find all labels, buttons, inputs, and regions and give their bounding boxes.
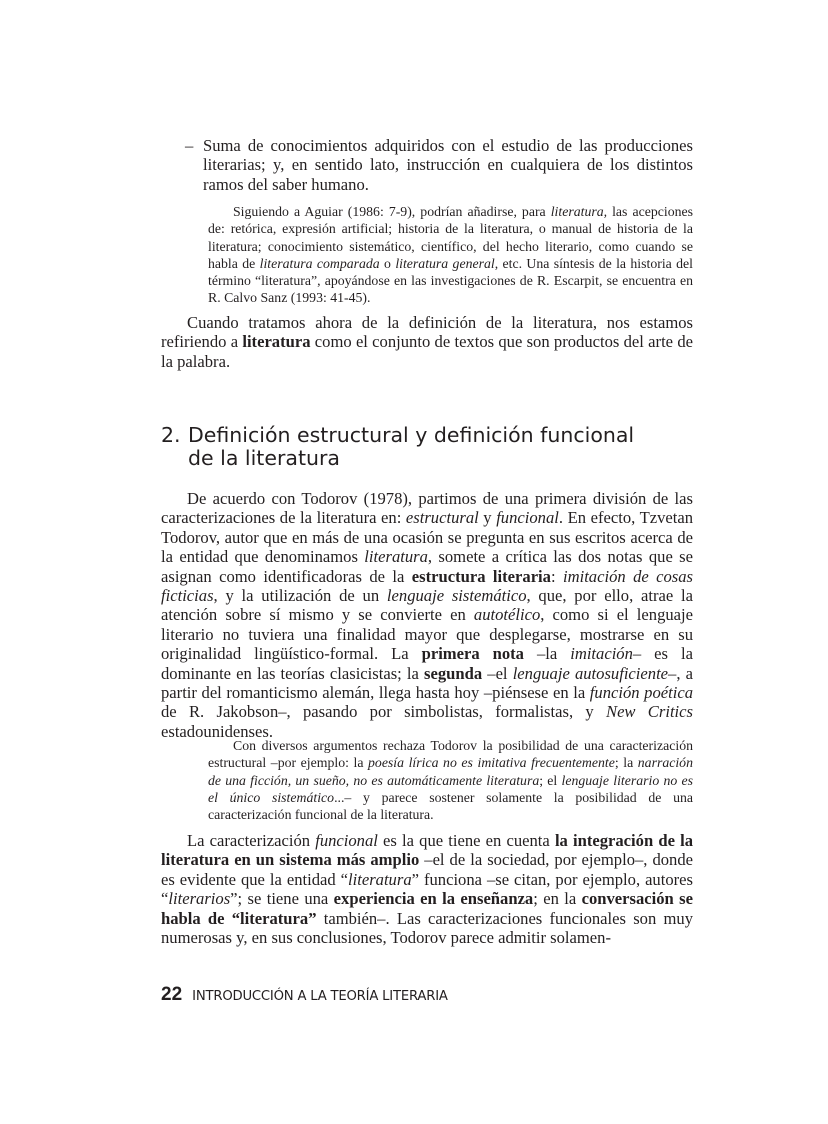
list-item-text: Suma de conocimientos adquiridos con el estudio de las producciones literarias; y, en sentido lato, instrucción en cualquiera de los distintos ramos del saber humano.: [203, 136, 693, 194]
paragraph-todorov: De acuerdo con Todorov (1978), partimos de una primera división de las caracterizaciones de la literatura en: estructural y funcional. En efecto, Tzvetan Todorov, autor que en más de una ocasión se pregunta en sus escritos acerca de la entidad que denominamos literatura, somete a crítica las dos notas que se asignan como identificadoras de la estructura literaria: imitación de cosas ficticias, y la utilización de un lenguaje sistemático, que, por ello, atrae la atención sobre sí mismo y se convierte en autotélico, como si el lenguaje literario no tuviera una finalidad mayor que desplegarse, mostrarse en su originalidad lingüístico-formal. La primera nota –la imitación– es la dominante en las teorías clasicistas; la segunda –el lenguaje autosuficiente–, a partir del romanticismo alemán, llega hasta hoy –piénsese en la función poética de R. Jakobson–, pasando por simbolistas, formalistas, y New Critics estadounidenses.: [161, 489, 694, 741]
section-title-line-1: Definición estructural y definición funcional: [188, 423, 635, 447]
section-heading: [161, 424, 701, 470]
paragraph-definition: Cuando tratamos ahora de la definición de la literatura, nos estamos refiriendo a literatura como el conjunto de textos que son productos del arte de la palabra.: [161, 313, 693, 371]
page-number: 22: [161, 984, 183, 1005]
paragraph-funcional: La caracterización funcional es la que tiene en cuenta la integración de la literatura en un sistema más amplio –el de la sociedad, por ejemplo–, donde es evidente que la entidad “literatura” funciona –se citan, por ejemplo, autores “literarios”; se tiene una experiencia en la enseñanza; en la conversación se habla de “literatura” también–. Las caracterizaciones funcionales son muy numerosas y, en sus conclusiones, Todorov parece admitir solamen-: [161, 831, 693, 948]
section-number: 2.: [161, 423, 181, 447]
block-quote-todorov: [208, 737, 693, 823]
list-item: [185, 136, 693, 194]
quote-text: Con diversos argumentos rechaza Todorov la posibilidad de una caracterización estructural –por ejemplo: la poesía lírica no es imitativa frecuentemente; la narración de una ficción, un sueño, no es automáticamente literatura; el lenguaje literario no es el único sistemático...– y parece sostener solamente la posibilidad de una caracterización funcional de la literatura.: [208, 738, 694, 823]
quote-text: Siguiendo a Aguiar (1986: 7-9), podrían añadirse, para literatura, las acepciones de: retórica, expresión artificial; historia de la literatura, o manual de historia de la literatura; conocimiento sistemático, científico, del hecho literario, como cuando se habla de literatura comparada o literatura general, etc. Una síntesis de la historia del término “literatura”, apoyándose en las investigaciones de R. Escarpit, se encuentra en R. Calvo Sanz (1993: 41-45).: [208, 204, 693, 306]
block-quote-aguiar: [208, 203, 693, 307]
section-title-line-2: de la literatura: [188, 446, 340, 470]
page-footer: [161, 984, 448, 1006]
running-title: INTRODUCCIÓN A LA TEORÍA LITERARIA: [192, 989, 448, 1004]
list-dash: –: [185, 136, 194, 155]
